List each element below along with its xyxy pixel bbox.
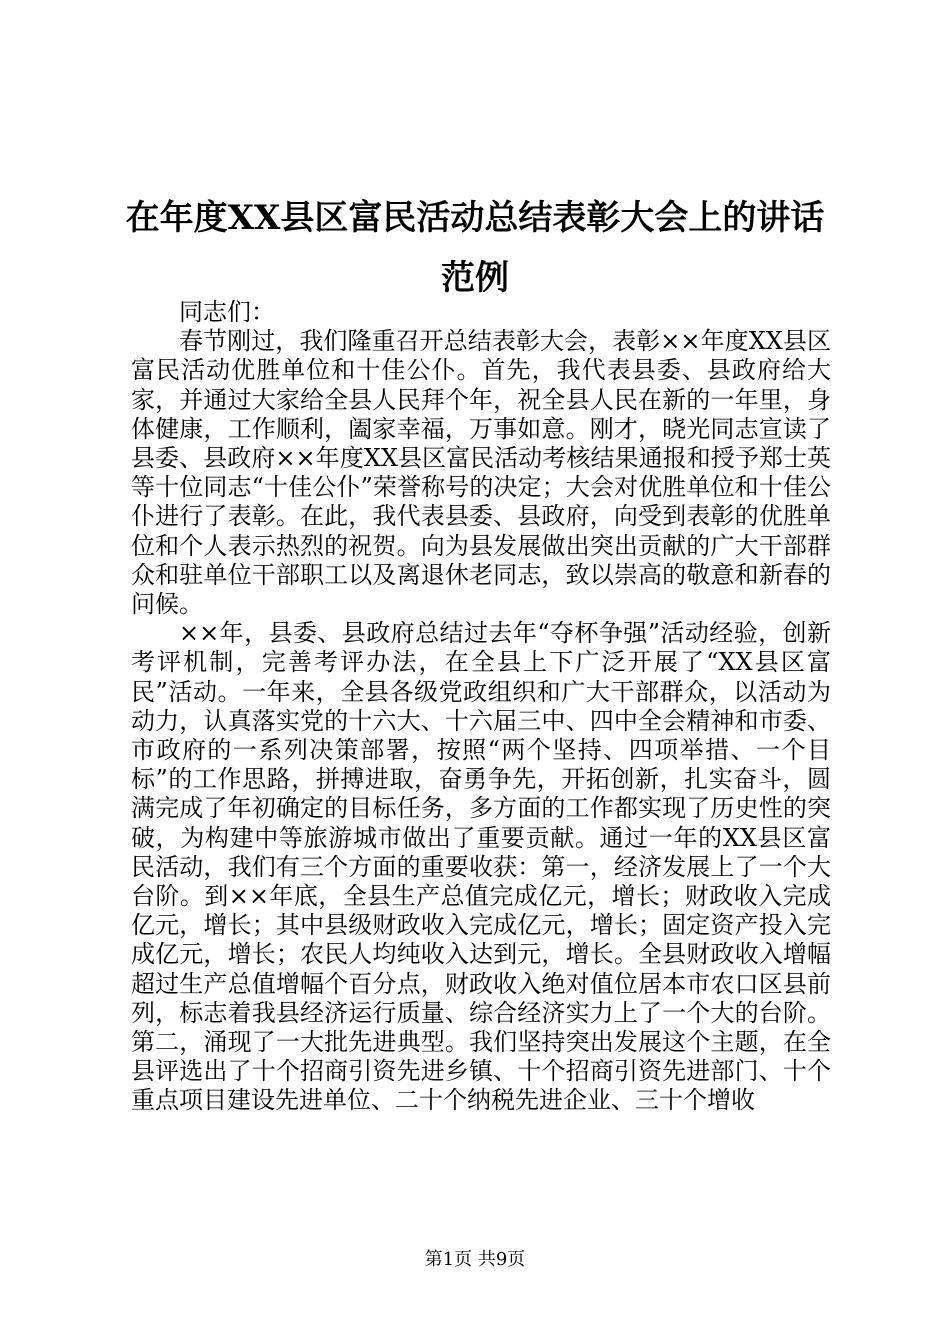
document-body — [131, 298, 831, 1116]
document-title: 在年度XX县区富民活动总结表彰大会上的讲话范例 — [125, 198, 825, 298]
paragraph-salutation: 同志们： — [179, 298, 275, 326]
paragraph-1: 春节刚过，我们隆重召开总结表彰大会，表彰××年度XX县区富民活动优胜单位和十佳公仆。首先，我代表县委、县政府给大家，并通过大家给全县人民拜个年，祝全县人民在新的一年里，身体健康，工作顺利，阖家幸福，万事如意。刚才，晓光同志宣读了县委、县政府××年度XX县区富民活动考核结果通报和授予郑士英等十位同志“十佳公仆”荣誉称号的决定；大会对优胜单位和十佳公仆进行了表彰。在此，我代表县委、县政府，向受到表彰的优胜单位和个人表示热烈的祝贺。向为县发展做出突出贡献的广大干部群众和驻单位干部职工以及离退休老同志，致以崇高的敬意和新春的问候。 — [131, 327, 831, 619]
paragraph-2: ××年，县委、县政府总结过去年“夺杯争强”活动经验，创新考评机制，完善考评办法，在全县上下广泛开展了“XX县区富民”活动。一年来，全县各级党政组织和广大干部群众，以活动为动力，认真落实党的十六大、十六届三中、四中全会精神和市委、市政府的一系列决策部署，按照“两个坚持、四项举措、一个目标”的工作思路，拼搏进取，奋勇争先，开拓创新，扎实奋斗，圆满完成了年初确定的目标任务，多方面的工作都实现了历史性的突破，为构建中等旅游城市做出了重要贡献。通过一年的XX县区富民活动，我们有三个方面的重要收获：第一，经济发展上了一个大台阶。到××年底，全县生产总值完成亿元，增长；财政收入完成亿元，增长；其中县级财政收入完成亿元，增长；固定资产投入完成亿元，增长；农民人均纯收入达到元，增长。全县财政收入增幅超过生产总值增幅个百分点，财政收入绝对值位居本市农口区县前列，标志着我县经济运行质量、综合经济实力上了一个大的台阶。第二，涌现了一大批先进典型。我们坚持突出发展这个主题，在全县评选出了十个招商引资先进乡镇、十个招商引资先进部门、十个重点项目建设先进单位、二十个纳税先进企业、三十个增收 — [131, 619, 831, 1115]
page-footer: 第1页 共9页 — [424, 1249, 526, 1270]
